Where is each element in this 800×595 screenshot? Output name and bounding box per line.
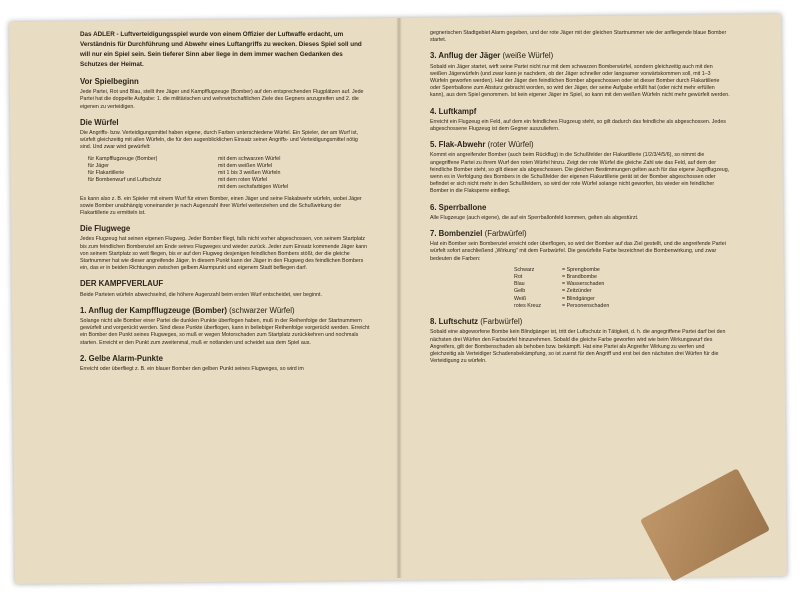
- text-flugwege: Jedes Flugzeug hat seinen eigenen Flugweg. Jeder Bomber fliegt, falls nicht vorher abgeschossen, von seinem Startplatz bis zum feindlichen Bombenziel am Ende seines Flugweges und wieder zurück. Jeder zum Einsatz kommende Jäger kann von seinem Startplatz so weit fliegen, bis er auf den Flugweg desjenigen feindlichen Bombers stößt, der die gleiche Startnummer hat wie dieser angreifende Jäger. In diesem Punkt kann der Jäger in den Flugweg des feindlichen Bombers ein, das er in beiden Richtungen zwischen gelbem Alarmpunkt und eigenem Stadt befliegen darf.: [80, 236, 368, 272]
- legend-row: rotes Kreuz = Personenschaden: [514, 302, 610, 309]
- color-legend: [430, 267, 730, 310]
- heading-luftschutz: 8. Luftschutz (Farbwürfel): [430, 317, 523, 327]
- legend-row: Rot = Brandbombe: [514, 274, 597, 281]
- text-bombenziel: Hat ein Bomber sein Bombenziel erreicht oder überflogen, so wird der Bomber auf das Ziel gestellt, und die angreifende Partei würfelt sofort anschließend „Wirkung" mit dem Farbwürfel. Die gewürfelte Farbe bezeichnet die Bombenwirkung, und zwar bedeuten die Farben:: [430, 241, 726, 262]
- dice-list: [88, 156, 370, 192]
- dice-row: für Flakartillerie mit 1 bis 3 weißen Würfeln: [88, 170, 281, 177]
- text-luftkampf: Erreicht ein Flugzeug ein Feld, auf dem ein feindliches Flugzeug steht, so gilt dadurch das feindliche als abgeschossen. Jedes abgeschossene Flugzeug ist dem Gegner auszuliefern.: [430, 118, 726, 133]
- text-wuerfel-after: Es kann also z. B. ein Spieler mit einem Wurf für einen Bomber, einen Jäger und seine Flakabwehr würfeln, wobei Jäger sowie Bomber unabhängig voneinander je nach Augenzahl ihrer Würfel weiterziehen und die Schußwirkung der Flakartillerie zu ermitteln ist.: [80, 195, 362, 217]
- dice-row: für Jäger mit dem weißen Würfel: [88, 162, 273, 169]
- heading-flak-abwehr: 5. Flak-Abwehr (roter Würfel): [430, 140, 534, 150]
- heading-flugwege: Die Flugwege: [80, 224, 131, 234]
- dice-row: für Kampfflugzeuge (Bomber) mit dem schwarzen Würfel: [88, 155, 281, 162]
- heading-bombenziel: 7. Bombenziel (Farbwürfel): [430, 229, 527, 239]
- heading-anflug-bomber: 1. Anflug der Kampfflugzeuge (Bomber) (schwarzer Würfel): [80, 305, 295, 315]
- legend-row: Schwarz = Sprengbombe: [514, 266, 600, 273]
- legend-row: Blau = Wasserschaden: [514, 281, 605, 288]
- heading-luftkampf: 4. Luftkampf: [430, 106, 477, 116]
- text-continued: gegnerischen Stadtgebiet Alarm gegeben, und der rote Jäger mit der gleichen Startnummer wie der anfliegende blaue Bomber startet.: [430, 30, 727, 44]
- text-sperrballone: Alle Flugzeuge (auch eigene), die auf ein Sperrballonfeld kommen, gelten als abgestürzt.: [430, 214, 639, 221]
- heading-wuerfel: Die Würfel: [80, 117, 119, 127]
- heading-sperrballone: 6. Sperrballone: [430, 202, 487, 212]
- heading-alarm-punkte: 2. Gelbe Alarm-Punkte: [80, 353, 163, 363]
- heading-anflug-jaeger: 3. Anflug der Jäger (weiße Würfel): [430, 51, 554, 61]
- text-kampfverlauf: Beide Parteien würfeln abwechselnd, die höhere Augenzahl beim ersten Wurf entscheidet, wer beginnt.: [80, 291, 322, 298]
- text-luftschutz: Sobald eine abgeworfene Bombe kein Blindgänger ist, tritt der Luftschutz in Tätigkeit, d. h. die angegriffene Partei darf bei den nächsten drei Würfen den Farbwürfel hinzunehmen. Sobald die gleiche Farbe geworfen wird wie beim Wirkungswurf des Angreifers, gilt der Bombenschaden als behoben bzw. bekämpft. Hat eine Partei als Angreifer Wirkung zu werfen und gleichzeitig als Verteidiger Schadensbekämpfung, so ist zuerst für den Angriff und erst bei den nächsten drei Würfen für die Verteidigung zu würfeln.: [430, 329, 726, 365]
- heading-kampfverlauf: DER KAMPFVERLAUF: [80, 279, 164, 289]
- center-fold: [396, 18, 402, 578]
- text-flak-abwehr: Kommt ein angreifender Bomber (auch beim Rückflug) in die Schußfelder der Flakartillerie (1/2/3/4/5/6), so nimmt die angegriffene Partei zu ihrem Wurf den roten Würfel hinzu. Zeigt der rote Würfel die gleiche Zahl wie das Feld, auf dem der feindliche Bomber steht, so gilt dieser als abgeschossen. Die gleichen Bestimmungen gelten auch für das eigene Jagdflugzeug, wenn es in Verfolgung des Bombers in die Schußfelder der eigenen Flakartillerie gerät ist der Bomber abgeschossen oder befindet er sich nicht mehr in den Schußfeldern, so wird der rote Würfel solange nicht geworfen, bis wieder ein feindlicher Bomber in die Flaksperre einfliegt.: [430, 152, 730, 195]
- text-alarm-punkte: Erreicht oder überfliegt z. B. ein blauer Bomber den gelben Punkt seines Flugweges, so wird im: [80, 366, 304, 373]
- dice-row: für Bombenwurf und Luftschutz mit dem roten Würfel: [88, 177, 268, 184]
- text-anflug-jaeger: Sobald ein Jäger startet, wirft seine Partei nicht nur mit dem schwarzen Bomberwürfel, sondern gleichzeitig auch mit den weißen Jägerwürfeln (und zwar kann je nachdem, ob der Jäger schneller oder langsamer vorwärtskommen soll, mit 1–3 Würfeln geworfen werden). Hat der Jäger den feindlichen Bomber abgeschossen oder ist dieser Bomber durch Flakartillerie oder Sperrballone zum Absturz gebracht worden, so wird der Jäger, der seine Aufgabe erfüllt hat (oder nicht mehr erfüllen kann), aus dem Spiel genommen. Ist kein eigener Jäger im Spiel, so kann mit den weißen Würfeln nicht mehr gewürfelt werden.: [430, 63, 730, 99]
- legend-row: Gelb = Zeitzünder: [514, 288, 592, 295]
- text-anflug-bomber: Solange nicht alle Bomber einer Partei die dunklen Punkte überflogen haben, muß in der Reihenfolge der Startnummern gewürfelt und vorgerückt werden. Sind diese Punkte überflogen, kann in beliebiger Reihenfolge vorgerückt werden. Erreicht ein Bomber den Punkt seines Flugweges, so muß er wegen Motorschaden zum Startplatz zurückkehren und nochmals starten. Erreicht er den Punkt zum zweitenmal, muß er notlanden und scheidet aus dem Spiel aus.: [80, 318, 370, 346]
- heading-vor-spielbeginn: Vor Spielbeginn: [80, 77, 139, 86]
- legend-row: Weiß = Blindgänger: [514, 295, 595, 302]
- intro-text: Das ADLER - Luftverteidigungsspiel wurde von einem Offizier der Luftwaffe erdacht, um Verständnis für Durchführung und Abwehr eines Luftangriffs zu wecken. Dieses Spiel soll und will nur ein Spiel sein. Sein tieferer Sinn aber liege in dem immer wachen Gedanken des Schutzes der Heimat.: [80, 31, 362, 68]
- left-page: [80, 30, 370, 377]
- dice-row: mit dem sechsfarbigen Würfel: [218, 184, 289, 191]
- text-vor-spielbeginn: Jede Partei, Rot und Blau, stellt ihre Jäger und Kampfflugzeuge (Bomber) auf den entsprechenden Flugplätzen auf. Jede Partei hat die doppelte Aufgabe: 1. die militärischen und wehrwirtschaftlichen Ziele des Gegners anzugreifen und 2. die eigenen zu verteidigen.: [80, 89, 364, 110]
- right-page: [430, 30, 730, 369]
- text-wuerfel: Die Angriffs- bzw. Verteidigungsmittel haben eigene, durch Farben unterschiedene Würfel. Ein Spieler, der am Wurf ist, würfelt gleichzeitig mit allen Würfeln, die für den augenblicklichen Einsatz seiner Angriffs- und Verteidigungsmittel nötig sind. Und zwar wird gewürfelt:: [80, 130, 359, 151]
